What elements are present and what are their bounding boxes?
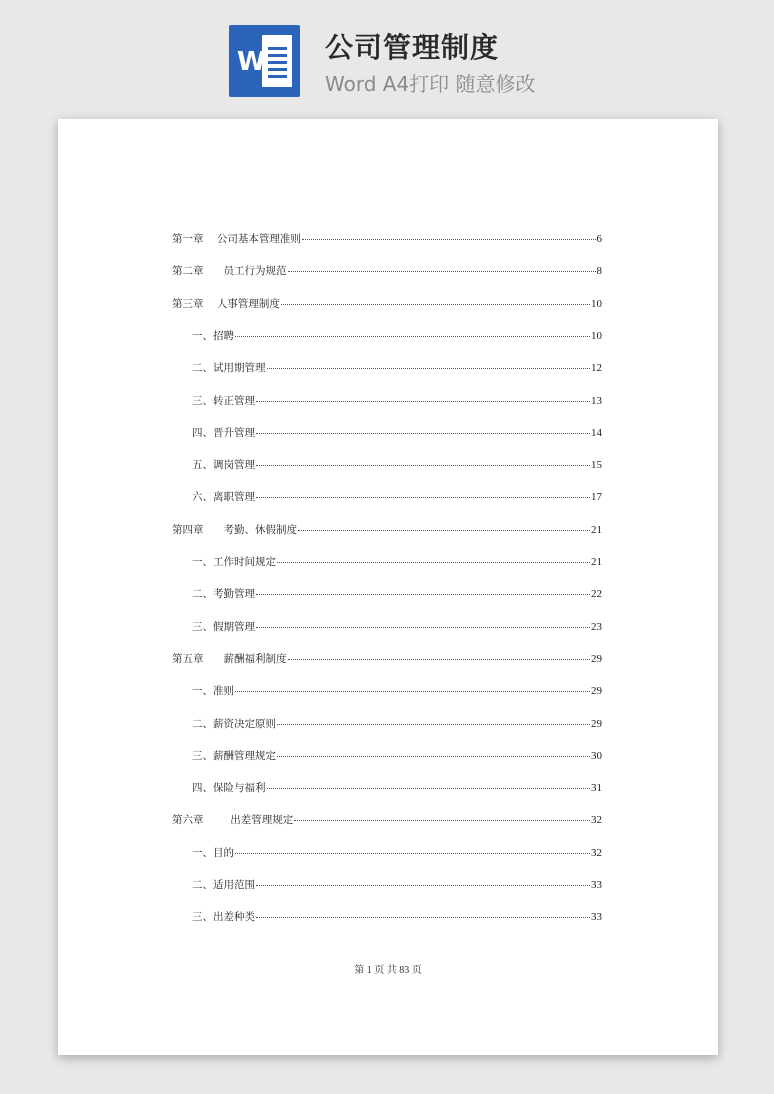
toc-entry-page: 33	[591, 911, 602, 924]
toc-entry-page: 10	[591, 329, 602, 342]
toc-entry-label: 一、招聘	[192, 329, 234, 342]
document-page	[58, 119, 718, 1055]
toc-entry-page: 29	[591, 717, 602, 730]
toc-leader-dots	[277, 561, 590, 563]
toc-entry-page: 14	[591, 426, 602, 439]
toc-entry[interactable]	[172, 845, 602, 865]
toc-entry[interactable]	[172, 425, 602, 445]
toc-entry-label: 二、薪资决定原则	[192, 717, 276, 730]
toc-entry-page: 12	[591, 362, 602, 375]
toc-entry[interactable]	[172, 522, 602, 542]
toc-entry-page: 22	[591, 588, 602, 601]
toc-entry-label: 第一章 公司基本管理准则	[172, 233, 301, 245]
toc-entry[interactable]	[172, 651, 602, 671]
toc-entry-label: 三、出差种类	[192, 911, 255, 924]
toc-leader-dots	[256, 626, 590, 628]
toc-entry[interactable]	[172, 812, 602, 832]
toc-entry-page: 33	[591, 879, 602, 891]
toc-entry[interactable]	[172, 328, 602, 348]
toc-entry-label: 一、目的	[192, 846, 234, 859]
toc-leader-dots	[277, 723, 590, 725]
toc-leader-dots	[256, 464, 590, 466]
toc-entry-label: 五、调岗管理	[192, 459, 255, 472]
toc-entry-page: 17	[591, 491, 602, 504]
word-icon	[229, 25, 300, 97]
toc-entry-label: 四、晋升管理	[192, 426, 255, 439]
toc-entry[interactable]	[172, 296, 602, 316]
toc-entry-page: 10	[591, 297, 602, 310]
toc-entry-label: 二、试用期管理	[192, 362, 266, 375]
toc-entry-label: 四、保险与福利	[192, 782, 266, 795]
toc-leader-dots	[302, 238, 596, 240]
toc-entry[interactable]	[172, 683, 602, 703]
header	[0, 0, 774, 110]
toc-leader-dots	[288, 270, 596, 272]
toc-leader-dots	[256, 593, 590, 595]
toc-entry[interactable]	[172, 554, 602, 574]
toc-leader-dots	[267, 367, 591, 369]
toc-entry-page: 31	[591, 782, 602, 795]
toc-entry-page: 15	[591, 459, 602, 472]
toc-entry[interactable]	[172, 748, 602, 768]
toc-leader-dots	[281, 303, 590, 305]
toc-entry[interactable]	[172, 619, 602, 639]
toc-entry[interactable]	[172, 360, 602, 380]
toc-entry[interactable]	[172, 393, 602, 413]
page-title: 公司管理制度	[325, 31, 500, 64]
toc-leader-dots	[256, 496, 590, 498]
toc-leader-dots	[294, 819, 590, 821]
toc-entry-label: 第五章 薪酬福利制度	[172, 652, 287, 665]
toc-entry-page: 29	[591, 652, 602, 665]
toc-entry-page: 21	[591, 523, 602, 536]
page-footer: 第 1 页 共 83 页	[354, 965, 422, 976]
toc-leader-dots	[256, 432, 590, 434]
toc-entry-page: 6	[596, 233, 602, 245]
toc-entry-label: 一、工作时间规定	[192, 556, 276, 568]
toc-entry-page: 30	[591, 749, 602, 762]
toc-entry[interactable]	[172, 489, 602, 509]
toc-entry-page: 32	[591, 846, 602, 859]
toc-leader-dots	[267, 787, 591, 789]
toc-leader-dots	[256, 400, 590, 402]
toc-entry-page: 13	[591, 394, 602, 407]
toc-entry-page: 32	[591, 814, 602, 827]
toc-entry[interactable]	[172, 877, 602, 897]
toc-entry-label: 三、转正管理	[192, 394, 255, 407]
toc-entry-label: 二、适用范围	[192, 879, 255, 891]
toc-entry-page: 23	[591, 620, 602, 633]
toc-entry[interactable]	[172, 909, 602, 929]
toc-entry[interactable]	[172, 716, 602, 736]
toc-leader-dots	[277, 755, 590, 757]
toc-entry-label: 三、薪酬管理规定	[192, 749, 276, 762]
toc-entry[interactable]	[172, 457, 602, 477]
toc-entry-page: 8	[596, 265, 602, 278]
toc-leader-dots	[288, 658, 590, 660]
toc-entry[interactable]	[172, 780, 602, 800]
toc-entry[interactable]	[172, 231, 602, 251]
toc-entry-page: 29	[591, 685, 602, 698]
toc-leader-dots	[235, 335, 590, 337]
toc-entry-label: 二、考勤管理	[192, 588, 255, 601]
toc-entry-label: 第六章 出差管理规定	[172, 814, 294, 827]
toc-entry-label: 三、假期管理	[192, 620, 255, 633]
toc-entry-label: 第三章 人事管理制度	[172, 297, 280, 310]
toc-leader-dots	[256, 884, 590, 886]
toc-entry-label: 第四章 考勤、休假制度	[172, 523, 298, 536]
toc-leader-dots	[256, 916, 590, 918]
page-subtitle: Word A4打印 随意修改	[325, 72, 536, 96]
toc-entry-label: 一、准则	[192, 685, 234, 698]
toc-entry-page: 21	[591, 556, 602, 568]
toc-entry[interactable]	[172, 586, 602, 606]
toc-leader-dots	[298, 529, 590, 531]
toc-leader-dots	[235, 852, 590, 854]
toc-entry[interactable]	[172, 263, 602, 283]
toc-leader-dots	[235, 690, 590, 692]
toc-entry-label: 第二章 员工行为规范	[172, 265, 287, 278]
toc-entry-label: 六、离职管理	[192, 491, 255, 504]
word-letter: W	[237, 47, 266, 77]
